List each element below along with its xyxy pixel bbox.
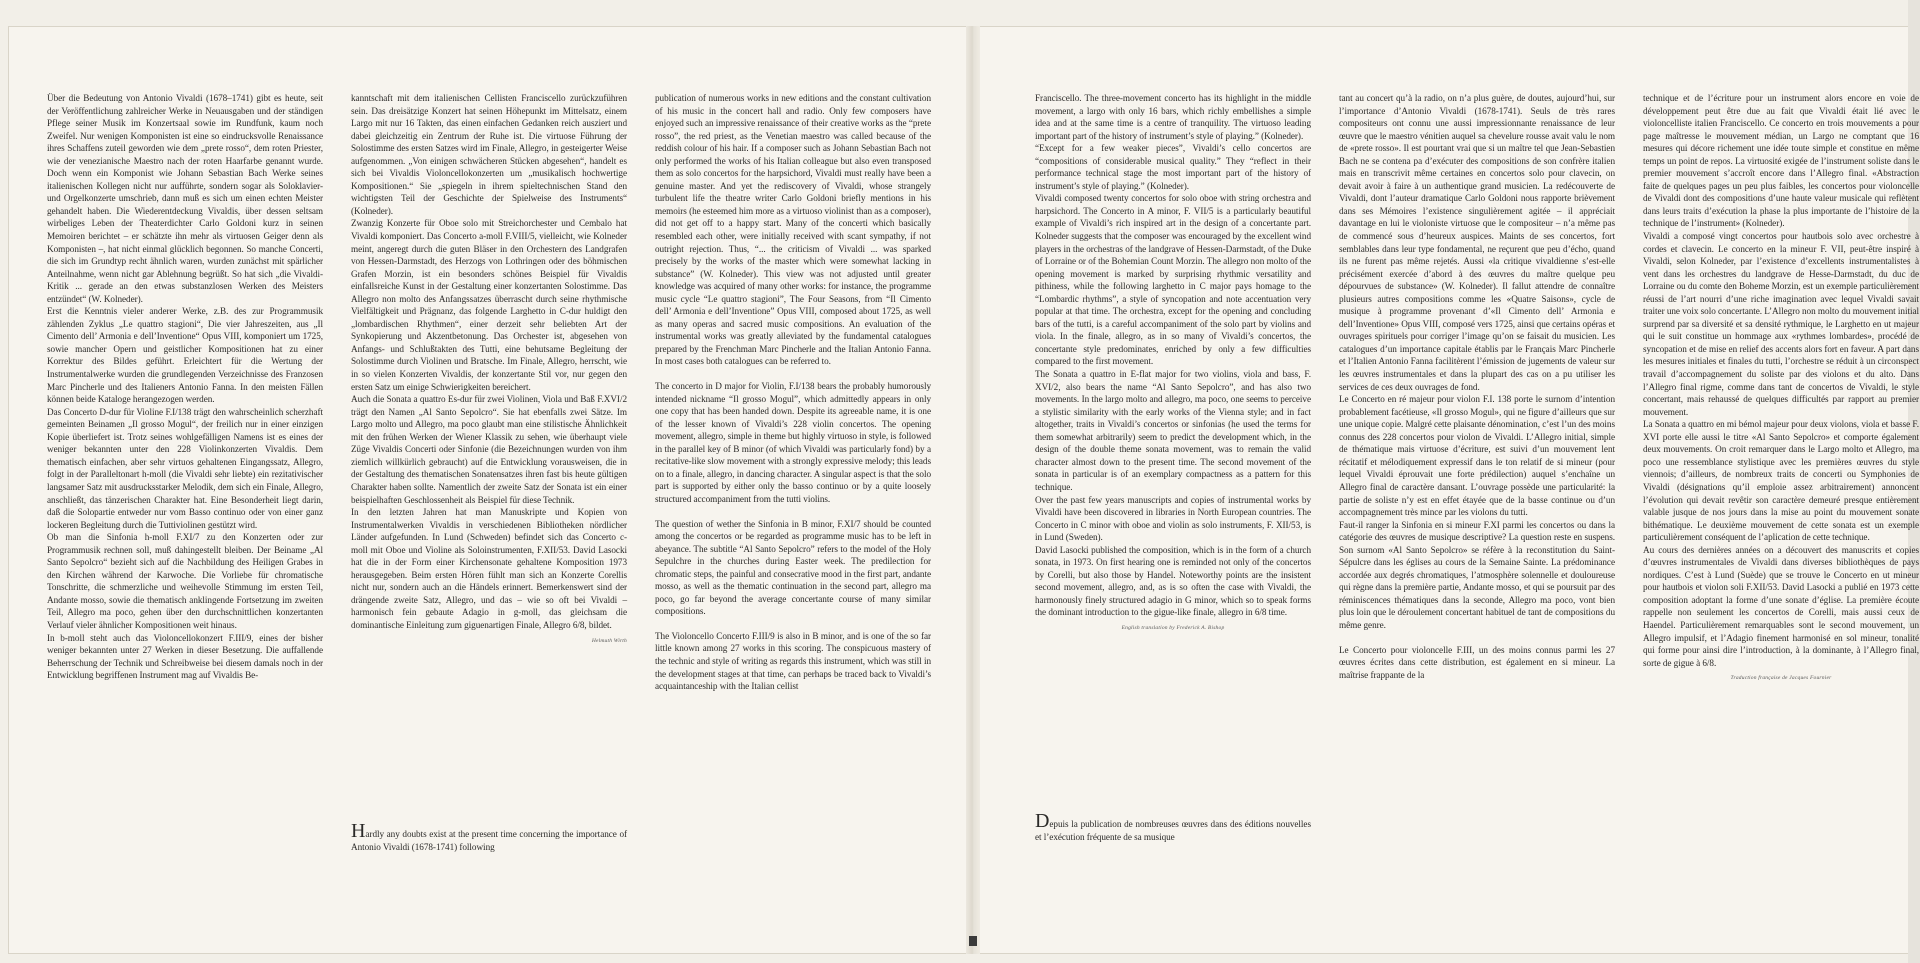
paragraph: kanntschaft mit dem italienischen Cellisten Franciscello zurückzuführen sein. Das dreisätzige Konzert hat seinen Höhepunkt im Mittelsatz, einem Largo mit nur 16 Takten, das einen einfachen Gedanken reich ausziert und dabei gleichzeitig ein Zentrum der Ruhe ist. Die virtuose Führung der Solostimme des ersten Satzes wird im Finale, Allegro, in gesteigerter Weise aufgenommen. „Von einigen schwächeren Stücken abgesehen“, handelt es sich bei Vivaldis Violoncellokonzerten um „musikalisch hochwertige Kompositionen.“ Sie „spiegeln in ihrem spieltechnischen Stand den wichtigsten Teil der Geschichte der Spielweise des Instruments“ (Kolneder). <box>351 93 627 216</box>
paragraph: Erst die Kenntnis vieler anderer Werke, z.B. des zur Programmusik zählenden Zyklus „Le quattro stagioni“, Die vier Jahreszeiten, aus „Il Cimento dell’ Armonia e dell’Inventione“ Opus VIII, komponiert um 1725, sowie mancher Opern und geistlicher Kompositionen hat zu einer Korrektur des Bildes geführt. Erleichtert für die Wertung der Instrumentalwerke wurden die grundlegenden Verzeichnisse des Franzosen Marc Pincherle und des Italieners Antonio Fanna. In den meisten Fällen können beide Kataloge herangezogen werden. <box>47 306 323 405</box>
column-french-2 <box>1643 92 1919 685</box>
spacer <box>1339 632 1615 644</box>
column-german-2 <box>351 92 627 647</box>
paragraph: “Except for a few weaker pieces”, Vivaldi’s cello concertos are “compositions of considerable musical quality.” They “reflect in their performance technical stage the most important part of the history of instrument’s style of playing.” (Kolneder). <box>1035 143 1311 191</box>
paragraph: Vivaldi composed twenty concertos for solo oboe with string orchestra and harpsichord. The Concerto in A minor, F. VII/5 is a particularly beautiful example of Vivaldi’s rich inspired art in the design of a concertante part. Kolneder suggests that the composer was encouraged by the excellent wind players in the orchestras of the landgrave of Hessen-Darmstadt, of the Duke of Lorraine or of the Bohemian Count Morzin. The allegro non molto of the opening movement is marked by surprising rhythmic versatility and pithiness, while the following larghetto in C major pays homage to the “Lombardic rhythms”, a style of syncopation and note accentuation very popular at that time. The orchestra, except for the opening and concluding bars of the tutti, is a careful accompaniment of the solo part by violins and viola. In the finale, allegro, as in so many of Vivaldi’s concertos, the concertante style predominates, enriched by only a few difficulties compared to the first movement. <box>1035 193 1311 367</box>
column-english-1 <box>655 92 931 693</box>
paragraph: The Violoncello Concerto F.III/9 is also in B minor, and is one of the so far little known among 27 works in this scoring. The conspicuous mastery of the technic and style of writing as regards this instrument, which was still in the development stages at that time, can perhaps be traced back to Vivaldi’s acquaintanceship with the Italian cellist <box>655 630 931 692</box>
paragraph: Das Concerto D-dur für Violine F.I/138 trägt den wahrscheinlich scherzhaft gemeinten Beinamen „Il grosso Mogul“, der freilich nur in einer einzigen Kopie überliefert ist. Trotz seines wohlgefälligen Namens ist es eines der weniger bekannten unter den 228 Violinkonzerten Vivaldis. Dem thematisch einfachen, aber sehr virtuos gehaltenen Eingangssatz, Allegro, folgt in der Paralleltonart h-moll (die Vivaldi sehr liebte) ein rezitativischer langsamer Satz mit ausdrucksstarker Melodik, dem sich ein Finale, Allegro, anschließt, das tänzerischen Charakter hat. Eine Besonderheit liegt darin, daß die Solopartie entweder nur vom Basso continuo oder von einer ganz lockeren Begleitung durch die Tuttiviolinen gestützt wird. <box>47 406 323 530</box>
fold-notch <box>969 936 977 946</box>
paragraph: David Lasocki published the composition, which is in the form of a church sonata, in 1973. On first hearing one is reminded not only of the concertos by Corelli, but also those by Handel. Noteworthy points are the insistent second movement, allegro, and, as is so often the case with Vivaldi, the harmonously finely structured adagio in G minor, which so to speak forms the dominant introduction to the gigue-like finale, allegro in 6/8 time. <box>1035 544 1311 618</box>
translator-credit-french: Traduction française de Jacques Fournier <box>1730 675 1832 682</box>
center-fold <box>966 26 980 954</box>
paragraph: technique et de l’écriture pour un instrument alors encore en voie de développement peut être due au fait que Vivaldi était lié avec le violoncelliste italien Franciscello. Ce concerto en trois mouvements a pour page maîtresse le mouvement médian, un Largo ne comptant que 16 mesures qui décore richement une idée toute simple et constitue en même temps un point de repos. La virtuosité exigée de l’instrument soliste dans le premier mouvement s’accroît encore dans l’Allegro final. «Abstraction faite de quelques pages un peu plus faibles, les concertos pour violoncelle de Vivaldi dont des compositions d’une haute valeur musicale qui reflètent dans leurs traits d’exécution la phase la plus importante de l’histoire de la technique de l’instrument» (Kolneder). <box>1643 93 1919 229</box>
paragraph: Über die Bedeutung von Antonio Vivaldi (1678–1741) gibt es heute, seit der Veröffentlichung zahlreicher Werke in Neuausgaben und der ständigen Pflege seiner Musik im Konzertsaal sowie im Rundfunk, kaum noch Zweifel. Nur wenigen Komponisten ist eine so eindrucksvolle Renaissance ihres Schaffens zuteil geworden wie dem „prete rosso“, dem roten Priester, wie der venezianische Maestro nach der roten Haarfarbe genannt wurde. Doch wenn ein Komponist wie Johann Sebastian Bach Werke seines italienischen Kollegen nicht nur aufführte, sondern sogar als Soloklavier- und Orgelkonzerte umschrieb, dann muß es sich um einen echten Meister gehandelt haben. Die Wiederentdeckung Vivaldis, über dessen seltsam wirbeliges Leben der Theaterdichter Carlo Goldoni kurz in seinen Memoiren berichtet – er schätzte ihn mehr als virtuosen Geiger denn als Komponisten –, hat nicht einmal glücklich begonnen. So manche Concerti, die sich im Grundtyp recht ähnlich waren, wurden zunächst mit spärlicher Anteilnahme, wenn nicht gar Ablehnung begrüßt. So hat sich „die Vivaldi-Kritik ... gerade an den etwas substanzlosen Werken des Meisters entzündet“ (W. Kolneder). <box>47 93 323 304</box>
translator-credit-english: English translation by Frederick A. Bishop <box>1121 624 1225 631</box>
paragraph: publication of numerous works in new editions and the constant cultivation of his music in the concert hall and radio. Only few composers have enjoyed such an impressive renaissance of their creative works as the “prete rosso”, the red priest, as the Venetian maestro was called because of the reddish colour of his hair. If a composer such as Johann Sebastian Bach not only performed the works of his Italian colleague but also even transposed them as solo concertos for the harpsichord, Vivaldi must really have been a genuine master. And yet the rediscovery of Vivaldi, whose strangely turbulent life the theatre writer Carlo Goldoni briefly mentions in his memoirs (he esteemed him more as a virtuoso violinist than as a composer), did not get off to a happy start. Many of the concerti which basically resembled each other, were initially received with scant sympathy, if not outright rejection. Thus, “... the criticism of Vivaldi ... was sparked precisely by the works of the master which were somewhat lacking in substance” (W. Kolneder). This view was not adjusted until greater knowledge was acquired of many other works: for instance, the programme music cycle “Le quattro stagioni”, The Four Seasons, from “Il Cimento dell’ Armonia e dell’Inventione” Opus VIII, composed about 1725, as well as many operas and sacred music compositions. An evaluation of the instrumental works was greatly alleviated by the fundamental catalogues prepared by the Frenchman Marc Pincherle and the Italian Antonio Fanna. In most cases both catalogues can be referred to. <box>655 93 931 367</box>
paragraph: The question of wether the Sinfonia in B minor, F.XI/7 should be counted among the concertos or be regarded as programme music has to be left in abeyance. The subtitle “Al Santo Sepolcro” refers to the model of the Holy Sepulchre in the churches during Easter week. The predilection for chromatic steps, the painful and consecrative mood in the first part, andante mosso, as well as the thematic continuation in the second part, allegro ma poco, go far beyond the average concertante course of many similar compositions. <box>655 518 931 617</box>
spacer <box>655 506 931 518</box>
paragraph: Ob man die Sinfonia h-moll F.XI/7 zu den Konzerten oder zur Programmusik rechnen soll, muß dahingestellt bleiben. Der Beiname „Al Santo Sepolcro“ bezieht sich auf die Nachbildung des Heiligen Grabes in den Kirchen während der Karwoche. Die Vorliebe für chromatische Tonschritte, die schmerzliche und weihevolle Stimmung im ersten Teil, Andante mosso, sowie die thematisch anklingende Fortsetzung im zweiten Teil, Allegro ma poco, gehen über den durchschnittlichen konzertanten Verlauf vieler ähnlicher Kompositionen weit hinaus. <box>47 532 323 630</box>
paragraph: Franciscello. The three-movement concerto has its highlight in the middle movement, a largo with only 16 bars, which richly embellishes a simple idea and at the same time is a centre of tranquility. The virtuoso leading important part of the history of instrument’s style of playing.” (Kolneder). <box>1035 93 1311 141</box>
paragraph: In b-moll steht auch das Violoncellokonzert F.III/9, eines der bisher weniger bekannten unter 27 Werken in dieser Besetzung. Die auffallende Beherrschung der Technik und Schreibweise bei diesem damals noch in der Entwicklung begriffenen Instrument mag auf Vivaldis Be- <box>47 632 323 681</box>
column-english-start <box>351 820 627 853</box>
paragraph: tant au concert qu’à la radio, on n’a plus guère, de doutes, aujourd’hui, sur l’importance d’Antonio Vivaldi (1678-1741). Seuls de très rares compositeurs ont connu une aussi impressionnante renaissance de leur œuvre que le maestro vénitien auquel sa chevelure rousse avait valu le nom de «prete rosso». Il est pourtant vrai que si un maître tel que Jean-Sebastien Bach ne se contena pa d’exécuter des compositions de son confrère italien mais en transcrivit même certaines en concertos solo pour clavecin, on devait avoir à faire à un authentique grand musicien. La redécouverte de Vivaldi, dont l’auteur dramatique Carlo Goldoni nous rapporte brièvement dans ses Mémoires l’existence singulièrement agitée – il appréciait davantage en lui le violoniste virtuose que le compositeur – n’a même pas de commencé sous d’heureux auspices. Maints de ses concertos, fort semblables dans leur type fondamental, ne reçurent que peu d’écho, quand ils ne furent pas même rejetés. Aussi «la critique vivaldienne s’est-elle précisément exercée d’abord à des œuvres du maître quelque peu dépourvues de substance» (W. Kolneder). Il fallut attendre de connaître plusieurs autres compositions comme les «Quatre Saisons», cycle de musique à programme provenant d’«Il Cimento dell’ Armonia e dell’Inventione» Opus VIII, composé vers 1725, ainsi que certains opéras et ouvrages spirituels pour corriger l’image qu’on se faisait du musicien. Les catalogues d’un importance capitale établis par le Français Marc Pincherle et l’Italien Antonio Fanna facilitèrent l’émission de jugements de valeur sur les œuvres instrumentales et dans la plupart des cas on a pu utiliser les services de ces deux ouvrages de fond. <box>1339 93 1615 392</box>
spacer <box>655 618 931 630</box>
paragraph: The concerto in D major for Violin, F.I/138 bears the probably humorously intended nickname “Il grosso Mogul”, which admittedly appears in only one copy that has been handed down. Despite its agreeable name, it is one of the lesser known of Vivaldi’s 228 violin concertos. The opening movement, allegro, simple in theme but highly virtuoso in style, is followed in the parallel key of B minor (of which Vivaldi was particularly fond) by a recitative-like slow movement with a strongly expressive melody; this leads on to a finale, allegro, in dancing character. A singular aspect is that the solo part is supported by either only the basso continuo or by a quite loosely structured accompaniment from the tutti violins. <box>655 381 931 504</box>
paragraph: The Sonata a quattro in E-flat major for two violins, viola and bass, F. XVI/2, also bears the name “Al Santo Sepolcro”, and has also two movements. In the largo molto and allegro, ma poco, one seems to perceive a stylistic similarity with the early works of the Vienna style; and in fact altogether, traits in Vivaldi’s concertos or sinfonias (he used the terms for them somewhat arbitrarily) seem to predict the development which, in the design of the double theme sonata movement, was to remain the valid character almost down to the present time. The second movement of the sonata in particular is of an exemplary compactness as a pattern for this technique. <box>1035 369 1311 492</box>
paragraph: La Sonata a quattro en mi bémol majeur pour deux violons, viola et basse F. XVI porte elle aussi le titre «Al Santo Sepolcro» et comporte également deux mouvements. On croit remarquer dans le Largo molto et Allegro, ma poco une ressemblance stylistique avec les premières œuvres du style viennois; d’ailleurs, de nombreux traits de concerti ou Symphonies de Vivaldi (désignations qu’il emploie assez arbitrairement) annoncent l’évolution qui devait revêtir son caractère demeuré presque entièrement valable jusque de nos jours dans la mise au point du mouvement sonate bithématique. Le deuxième mouvement de cette sonata est un exemple particulièrement conséquent de l’aplication de cette technique. <box>1643 419 1919 543</box>
paragraph: Over the past few years manuscripts and copies of instrumental works by Vivaldi have been discovered in libraries in North European countries. The Concerto in C minor with oboe and violin as solo instruments, F. XII/53, is in Lund (Sweden). <box>1035 494 1311 543</box>
paragraph: Auch die Sonata a quattro Es-dur für zwei Violinen, Viola und Baß F.XVI/2 trägt den Namen „Al Santo Sepolcro“. Sie hat ebenfalls zwei Sätze. Im Largo molto und Allegro, ma poco glaubt man eine stilistische Ähnlichkeit mit den frühen Werken der Wiener Klassik zu sehen, wie überhaupt viele Züge Vivaldis Concerti oder Sinfonie (die Bezeichnungen wurden von ihm ziemlich willkürlich gebraucht) auf die Entwicklung vorausweisen, die in der Gestaltung des thematischen Sonatensatzes ihren fast bis heute gültigen Charakter haben sollte. Namentlich der zweite Satz der Sonata ist ein einer beispielhaften Geschlossenheit als Beispiel für diese Technik. <box>351 394 627 505</box>
paragraph: Le Concerto pour violoncelle F.III, un des moins connus parmi les 27 œuvres écrites dans cette distribution, est également en si mineur. La maîtrise frappante de la <box>1339 644 1615 680</box>
column-english-2 <box>1035 92 1311 635</box>
paragraph: Vivaldi a composé vingt concertos pour hautbois solo avec orchestre à cordes et clavecin. Le concerto en la mineur F. VII, peut-être inspiré à Vivaldi, selon Kolneder, par l’existence d’excellents instrumentalistes à vent dans les orchestres du landgrave de Hesse-Darmstadt, du duc de Lorraine ou du comte den Boheme Morzin, est un exemple particulièrement réussi de l’art nourri d’une riche imagination avec lequel Vivaldi savait traiter une voix solo concertante. L’Allegro non molto du mouvement initial surprend par sa diversité et sa densité rythmique, le Larghetto en ut majeur qui le suit constitue un hommage aux «rythmes lombardes», procédé de syncopation et de mise en relief des accents alors fort en faveur. A part dans les mesures initiales et finales du tutti, l’orchestre se réduit à un circonspect travail d’accompagnement du soliste par des violons et du alto. Dans l’Allegro final rigme, comme dans tant de concertos de Vivaldi, le style concertant, mais rehaussé de quelques difficultés par rapport au premier mouvement. <box>1643 231 1919 417</box>
paragraph: Faut-il ranger la Sinfonia en si mineur F.XI parmi les concertos ou dans la catégorie des œuvres de musique descriptive? La question reste en suspens. Son surnom «Al Santo Sepolcro» se réfère à la reconstitution du Saint-Sépulcre dans les églises au cours de la Semaine Sainte. La prédominance accordée aux degrés chromatiques, l’atmosphère solennelle et douloureuse qui règne dans la première partie, Andante mosso, et qui se poursuit par des réminiscences thématiques dans la seconde, Allegro ma poco, vont bien plus loin que le déroulement concertant habituel de tant de compositions du même genre. <box>1339 519 1615 630</box>
column-french-1 <box>1339 92 1615 681</box>
spacer <box>655 368 931 380</box>
paragraph: Le Concerto en ré majeur pour violon F.I. 138 porte le surnom d’intention probablement facétieuse, «Il grosso Mogul», qui ne figure d’ailleurs que sur une unique copie. Malgré cette plaisante dénomination, c’est l’un des moins connus des 228 concertos pour violon de Vivaldi. L’Allegro initial, simple de thématique mais virtuose d’écriture, est suivi d’un mouvement lent récitatif et mélodiquement expressif dans le ton relatif de si mineur (pour lequel Vivaldi éprouvait une forte prédilection) auquel s’enchaîne un Allegro final de caractère dansant. L’ouvrage possède une particularité: la partie de soliste n’y est en effet étayée que de la basse continue ou d’un accompagnement très mince par les violons du tutti. <box>1339 394 1615 518</box>
translator-credit-german: Helmuth Wirth <box>591 637 627 644</box>
paragraph: Zwanzig Konzerte für Oboe solo mit Streichorchester und Cembalo hat Vivaldi komponiert. Das Concerto a-moll F.VIII/5, vielleicht, wie Kolneder meint, angeregt durch die guten Bläser in den Orchestern des Landgrafen von Hessen-Darmstadt, des Herzogs von Lothringen oder des böhmischen Grafen Morzin, ist ein besonders schönes Beispiel für Vivaldis einfallsreiche Kunst in der Gestaltung einer konzertanten Solostimme. Das Allegro non molto des Anfangssatzes überrascht durch seine rhythmische Vielfältigkeit und Prägnanz, das folgende Larghetto in C-dur huldigt den „lombardischen Rhythmen“, einer derzeit sehr beliebten Art der Synkopierung und Akzentbetonung. Das Orchester ist, abgesehen von Anfangs- und Schlußtakten des Tutti, eine behutsame Begleitung der Solostimme durch Violinen und Bratsche. Im Finale, Allegro, herrscht, wie in so vielen Konzerten Vivaldis, der konzertante Stil vor, nur gegen den ersten Satz um einige Schwierigkeiten bereichert. <box>351 218 627 392</box>
paragraph: In den letzten Jahren hat man Manuskripte und Kopien von Instrumentalwerken Vivaldis in verschiedenen Bibliotheken nördlicher Länder aufgefunden. In Lund (Schweden) befindet sich das Concerto c-moll mit Oboe und Violine als Soloinstrumenten, F.XII/53. David Lasocki hat die in der Form einer Kirchensonate gehaltene Komposition 1973 herausgegeben. Beim ersten Hören fühlt man sich an Konzerte Corellis nicht nur, sondern auch an die Händels erinnert. Bemerkenswert sind der drängende zweite Satz, Allegro, und das – wie so oft bei Vivaldi – harmonisch fein gebaute Adagio in g-moll, das gleichsam die dominantische Einleitung zum giguenartigen Finale, Allegro 6/8, bildet. <box>351 507 627 630</box>
paragraph: Depuis la publication de nombreuses œuvres dans des éditions nouvelles et l’exécution fréquente de sa musique <box>1035 810 1311 842</box>
paragraph: Au cours des dernières années on a découvert des manuscrits et copies d’œuvres instrumentales de Vivaldi dans diverses bibliothèques de pays nordiques. C’est à Lund (Suède) que se trouve le Concerto en ut mineur pour hautbois et violon soli F.XII/53. David Lasocki a publié en 1973 cette composition adoptant la forme d’une sonate d’église. La première écoute rappelle non seulement les concertos de Corelli, mais aussi ceux de Haendel. Particulièrement remarquables sont le second mouvement, un Allegro impulsif, et l’Adagio finement harmonisé en sol mineur, tonalité qui forme pour ainsi dire l’introduction, à la dominante, à l’Allegro final, sorte de gigue à 6/8. <box>1643 544 1919 668</box>
paragraph: Hardly any doubts exist at the present time concerning the importance of Antonio Vivaldi (1678-1741) following <box>351 820 627 852</box>
column-french-start <box>1035 810 1311 843</box>
column-german-1 <box>47 92 323 682</box>
